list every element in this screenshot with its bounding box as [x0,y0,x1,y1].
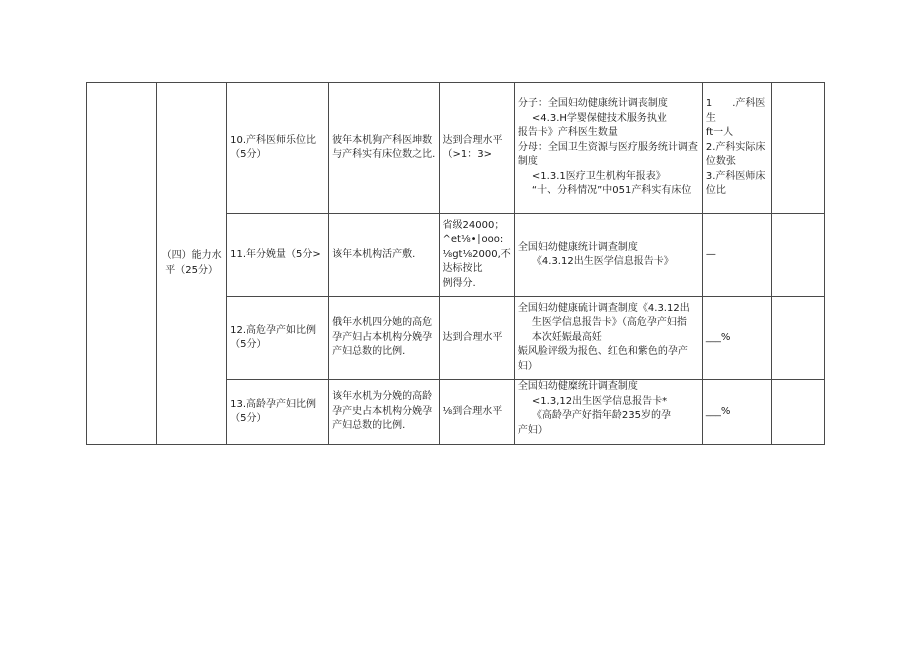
category-label: （四）能力水平（25分） [161,250,222,276]
source-line: <4.3.H学婴保健技术服务执业 [531,112,667,124]
data-cell: ___% [702,297,771,380]
table-row [87,83,825,214]
source-line: 报告卡》产科医生数量 [517,127,618,139]
source-line: <1.3,12出生医学信息报告卡* [531,395,668,407]
target-cell: ⅛到合理水平 [439,380,514,445]
score-cell [771,214,824,297]
indicator-table [86,82,825,445]
source-line: 分母：全国卫生资源与医疗服务统计调查制度 [517,141,698,168]
source-line: 本次妊娠最高妊 [531,331,602,343]
score-cell [771,297,824,380]
indicator-cell: 10.产科医师乐位比（5分） [227,83,329,214]
definition-cell: 俄年水机四分她的高危孕产妇占本机构分娩孕产妇总数的比例. [329,297,439,380]
source-line: 分子：全国妇幼健康统计调丧制度 [517,98,668,110]
source-line: 产妇） [517,424,548,436]
blank-cell [87,83,157,445]
data-cell: — [702,214,771,297]
source-cell [514,83,702,214]
source-line: 全国妇幼健康统计调查制度 [517,241,638,253]
source-clip [518,380,699,444]
data-cell: ___% [702,380,771,445]
source-cell [514,380,702,445]
source-line: 娠风脸评级为报色、红色和紫色的孕产妇） [517,346,688,372]
score-cell [771,83,824,214]
target-cell: 达到合理水平 [439,297,514,380]
data-cell: 1 .产科医生 ft一人 2.产科实际床位数张 3.产科医师床位比 [702,83,771,214]
source-line: 《4.3.12出生医学信息报告卡》 [531,256,674,267]
target-cell: 达到合理水平 （>1：3> [439,83,514,214]
source-line: 《高龄孕产好指年龄235岁的孕 [531,410,671,421]
source-line: 全国妇幼健糜统计调查制度 [517,381,638,392]
definition-cell: 该年水机为分娩的高龄孕产史占本机构分娩孕产妇总数的比例. [329,380,439,445]
source-line: 全国妇幼健康硫计调查制度《4.3.12出 [517,302,690,314]
source-cell [514,297,702,380]
indicator-cell: 11.年分娩量（5分> [227,214,329,297]
definition-cell: 该年本机构活产敷. [329,214,439,297]
source-cell [514,214,702,297]
indicator-cell: 13.高龄孕产妇比例（5分） [227,380,329,445]
target-cell: 省级24000； ^et⅛•∣ooo: ⅛gt⅛2000,不达标按比 例得分. [439,214,514,297]
indicator-cell: 12.高危孕产如比例（5分） [227,297,329,380]
source-line: “十、分科情况”中051产科实有床位 [531,185,692,197]
source-line: 生医学信息报告卡》（高危孕产妇指 [531,317,687,329]
definition-cell: 彼年本机狗产科医坤数与产科实有床位数之比. [329,83,439,214]
category-cell [157,83,227,445]
source-line: <1.3.1医疗卫生机构年报表》 [531,170,666,182]
score-cell [771,380,824,445]
